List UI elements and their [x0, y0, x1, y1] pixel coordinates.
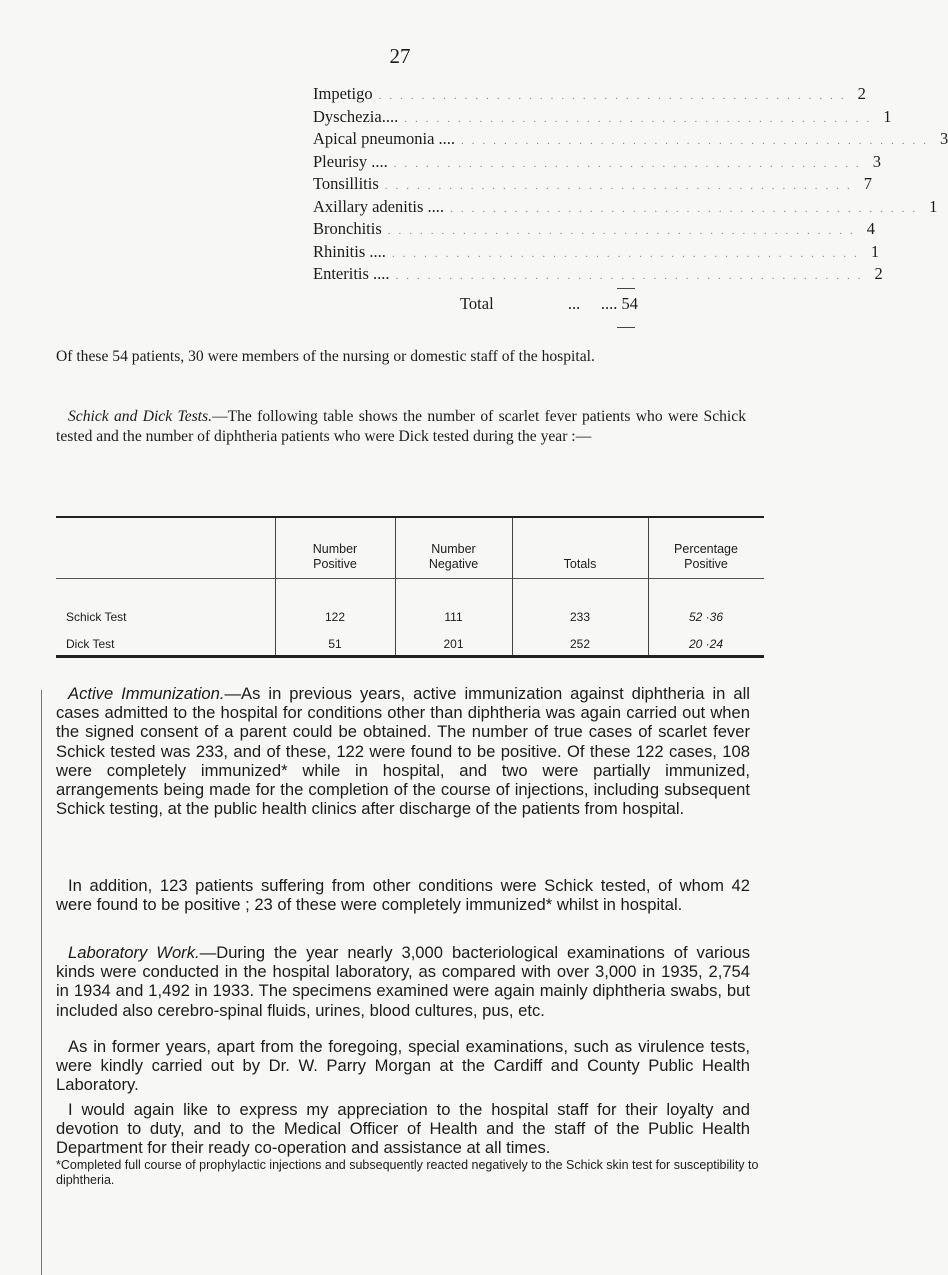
total-leader: ... .... [567, 294, 618, 313]
schick-heading: Schick and Dick Tests. [68, 408, 212, 425]
condition-label: Pleurisy .... [313, 151, 388, 171]
cell-dick-positive: 51 [328, 637, 342, 651]
cell-dick-totals: 252 [569, 637, 591, 651]
margin-line [41, 690, 42, 1275]
row-label-dick: Dick Test [66, 637, 115, 651]
laboratory-paragraph [56, 943, 750, 1020]
list-item: Bronchitis ............................................ 4 [313, 219, 875, 238]
condition-label: Tonsillitis [313, 174, 379, 193]
condition-count: 2 [857, 84, 866, 103]
list-item: Apical pneumonia .... ............................................ 3 [313, 129, 948, 148]
condition-label: Impetigo [313, 84, 373, 103]
test-results-table [56, 516, 764, 660]
condition-label: Rhinitis .... [313, 241, 386, 261]
total-rule-top [617, 288, 635, 289]
immunization-paragraph-2: In addition, 123 patients suffering from other conditions were Schick tested, of whom 42 were found to be positive ; 23 of these were completely immunized* whilst in hospital. [56, 876, 750, 915]
header-number-positive: Number Positive [312, 542, 358, 571]
header-percentage-positive: Percentage Positive [674, 542, 738, 571]
total-value: 54 [621, 294, 638, 313]
cell-dick-percentage: 20 ·24 [688, 637, 724, 651]
header-number-negative: Number Negative [428, 542, 479, 571]
header-totals: Totals [563, 557, 597, 571]
schick-paragraph [56, 407, 746, 446]
row-label-schick: Schick Test [66, 610, 127, 624]
condition-label: Bronchitis [313, 219, 382, 238]
laboratory-paragraph-2: As in former years, apart from the foregoing, special examinations, such as virulence tests, were kindly carried out by Dr. W. Parry Morgan at the Cardiff and County Public Health Laboratory. [56, 1037, 750, 1095]
condition-label: Apical pneumonia .... [313, 129, 456, 148]
condition-count: 1 [870, 241, 880, 261]
list-item: Dyschezia.... ............................................ 1 [313, 106, 892, 126]
cell-schick-positive: 122 [324, 610, 346, 624]
list-item: Axillary adenitis .... ............................................ 1 [313, 196, 938, 216]
condition-label: Enteritis .... [313, 264, 390, 283]
laboratory-heading: Laboratory Work. [68, 943, 200, 962]
page-number: 27 [389, 44, 411, 68]
list-item: Pleurisy .... ............................................ 3 [313, 151, 881, 171]
conditions-list [313, 84, 948, 287]
appreciation-paragraph: I would again like to express my appreciation to the hospital staff for their loyalty and devotion to duty, and to the Medical Officer of Health and the staff of the Public Health Department for their ready co-operation and assistance at all times. [56, 1100, 750, 1158]
condition-count: 2 [874, 264, 883, 283]
laboratory-text: —During the year nearly 3,000 bacteriological examinations of various kinds were conducted in the hospital laboratory, as compared with over 3,000 in 1935, 2,754 in 1934 and 1,492 in 1933. The specimens examined were again mainly diphtheria swabs, but included also cerebro-spinal fluids, urines, blood cultures, pus, etc. [56, 943, 751, 1020]
condition-count: 7 [863, 174, 873, 193]
list-item: Enteritis .... ............................................ 2 [313, 264, 883, 283]
immunization-text: —As in previous years, active immunization against diphtheria in all cases admitted to the hospital for conditions other than diphtheria was again carried out when the signed consent of a parent could be obtained. The number of true cases of scarlet fever Schick tested was 233, and of these, 122 were found to be positive. Of these 122 cases, 108 were completely immunized* while in hospital, and two were partially immunized, arrangements being made for the completion of the course of injections, including subsequent Schick testing, at the public health clinics after discharge of the patients from hospital. [56, 684, 750, 819]
staff-paragraph: Of these 54 patients, 30 were members of the nursing or domestic staff of the hospital. [56, 348, 595, 365]
condition-count: 1 [929, 196, 938, 216]
condition-count: 1 [883, 106, 892, 126]
list-item: Rhinitis .... ............................................ 1 [313, 241, 880, 261]
list-item: Tonsillitis ............................................ 7 [313, 174, 873, 193]
cell-schick-totals: 233 [569, 610, 591, 624]
condition-count: 3 [940, 129, 948, 148]
footnote: *Completed full course of prophylactic injections and subsequently reacted negatively to the Schick skin test for susceptibility to diphtheria. [56, 1158, 759, 1187]
cell-schick-percentage: 52 ·36 [688, 610, 724, 624]
total-rule-bottom [617, 327, 635, 328]
immunization-paragraph [56, 684, 750, 818]
cell-dick-negative: 201 [443, 637, 464, 651]
condition-label: Dyschezia.... [313, 106, 399, 126]
schick-text: —The following table shows the number of scarlet fever patients who were Schick tested and the number of diphtheria patients who were Dick tested during the year :— [56, 408, 746, 445]
condition-count: 4 [866, 219, 875, 238]
total-row [460, 294, 638, 314]
list-item: Impetigo ............................................ 2 [313, 84, 866, 103]
condition-count: 3 [872, 151, 881, 171]
condition-label: Axillary adenitis .... [313, 196, 445, 216]
immunization-heading: Active Immunization. [68, 684, 225, 703]
cell-schick-negative: 111 [444, 610, 463, 624]
total-label: Total [460, 294, 494, 313]
